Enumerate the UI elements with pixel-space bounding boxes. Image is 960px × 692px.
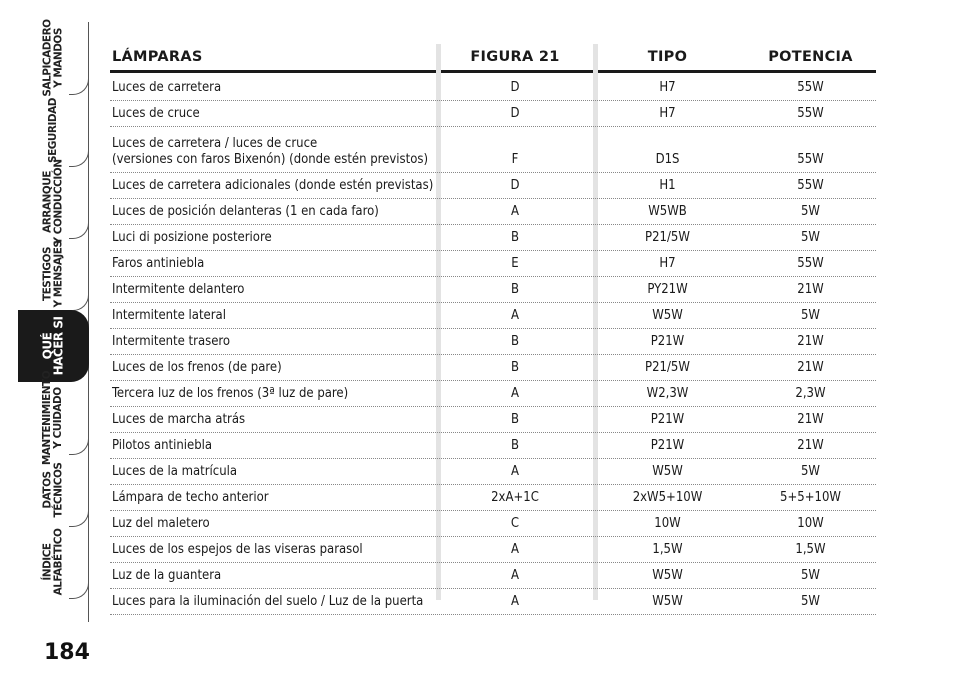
table-row <box>110 511 876 537</box>
type-cell: P21W <box>650 412 685 427</box>
chapter-tab-label: QUÉ HACER SI <box>40 316 66 376</box>
chapter-tab-label: ARRANQUE Y CONDUCCIÓN <box>41 159 65 245</box>
lamp-name: Tercera luz de los frenos (3ª luz de pare) <box>112 386 349 401</box>
type-cell: P21W <box>650 438 685 453</box>
lamp-name: Luces de carretera adicionales (donde estén previstas) <box>112 178 434 193</box>
lamp-name: Pilotos antiniebla <box>112 438 213 453</box>
lamp-cell <box>110 412 440 428</box>
type-cell: W5W <box>652 594 683 609</box>
figure-cell: B <box>510 412 520 427</box>
lamp-cell <box>110 438 440 454</box>
table-row <box>110 589 876 615</box>
power-cell: 10W <box>797 516 824 531</box>
tab-divider <box>69 581 89 599</box>
power-cell: 5W <box>800 568 820 583</box>
type-cell: H1 <box>659 178 676 193</box>
header-type: TIPO <box>647 49 688 65</box>
type-cell: PY21W <box>647 282 688 297</box>
chapter-tab-label: MANTENIMIENTO Y CUIDADO <box>41 370 65 466</box>
lamp-cell <box>110 386 440 402</box>
figure-cell: A <box>511 386 519 401</box>
figure-cell: B <box>510 334 520 349</box>
table-row <box>110 75 876 101</box>
table-row <box>110 537 876 563</box>
table-row <box>110 329 876 355</box>
power-cell: 2,3W <box>795 386 826 401</box>
lamp-name: Luces de los frenos (de pare) <box>112 360 282 375</box>
power-cell: 1,5W <box>795 542 826 557</box>
power-cell: 21W <box>797 282 824 297</box>
figure-cell: B <box>510 360 520 375</box>
lamp-cell <box>110 594 440 610</box>
lamp-cell <box>110 256 440 272</box>
table-row <box>110 225 876 251</box>
type-cell: P21/5W <box>645 360 690 375</box>
lamp-name: (versiones con faros Bixenón) (donde estén previstos) <box>112 152 429 167</box>
table-row <box>110 127 876 173</box>
chapter-tab-label: ÍNDICE ALFABÉTICO <box>41 528 65 596</box>
header-lamp: LÁMPARAS <box>112 49 203 65</box>
type-cell: W5W <box>652 308 683 323</box>
figure-cell: B <box>510 282 520 297</box>
lamp-cell <box>110 360 440 376</box>
lamp-cell <box>110 80 440 96</box>
tab-divider <box>69 77 89 95</box>
lamp-name: Lámpara de techo anterior <box>112 490 269 505</box>
lamp-name: Intermitente trasero <box>112 334 231 349</box>
lamp-name: Luces de marcha atrás <box>112 412 246 427</box>
type-cell: H7 <box>659 80 676 95</box>
power-cell: 21W <box>797 334 824 349</box>
lamp-cell <box>110 490 440 506</box>
power-cell: 5W <box>800 594 820 609</box>
figure-cell: A <box>511 568 519 583</box>
lamp-cell <box>110 204 440 220</box>
lamp-name: Luces de posición delanteras (1 en cada faro) <box>112 204 379 219</box>
lamp-name: Luces de los espejos de las viseras parasol <box>112 542 363 557</box>
figure-cell: B <box>510 438 520 453</box>
lamp-name: Luces de carretera <box>112 80 222 95</box>
power-cell: 5W <box>800 464 820 479</box>
header-figure: FIGURA 21 <box>470 49 560 65</box>
lamp-name: Luci di posizione posteriore <box>112 230 272 245</box>
type-cell: P21/5W <box>645 230 690 245</box>
tab-divider <box>69 149 89 167</box>
chapter-tab-label: TESTIGOS Y MENSAJES <box>41 240 65 308</box>
table-row <box>110 433 876 459</box>
power-cell: 55W <box>797 256 824 271</box>
type-cell: 2xW5+10W <box>632 490 703 505</box>
table-body <box>110 75 876 615</box>
table-row <box>110 251 876 277</box>
lamp-cell <box>110 568 440 584</box>
chapter-tab[interactable] <box>18 526 89 598</box>
power-cell: 55W <box>797 80 824 95</box>
type-cell: 10W <box>654 516 681 531</box>
type-cell: W5W <box>652 464 683 479</box>
figure-cell: C <box>510 516 520 531</box>
table-row <box>110 407 876 433</box>
lamp-cell <box>110 516 440 532</box>
chapter-tab[interactable] <box>18 370 89 466</box>
lamp-cell <box>110 106 440 122</box>
type-cell: W5WB <box>648 204 687 219</box>
chapter-tab[interactable] <box>18 94 89 166</box>
figure-cell: A <box>511 204 519 219</box>
table-row <box>110 173 876 199</box>
type-cell: H7 <box>659 256 676 271</box>
lamp-table <box>110 44 876 615</box>
tab-divider <box>69 221 89 239</box>
figure-cell: A <box>511 464 519 479</box>
type-cell: H7 <box>659 106 676 121</box>
figure-cell: D <box>510 80 520 95</box>
lamp-cell <box>110 334 440 350</box>
table-row <box>110 459 876 485</box>
figure-cell: E <box>511 256 519 271</box>
type-cell: W2,3W <box>646 386 689 401</box>
lamp-name: Luz del maletero <box>112 516 210 531</box>
lamp-cell <box>110 464 440 480</box>
power-cell: 5W <box>800 230 820 245</box>
figure-cell: A <box>511 542 519 557</box>
lamp-cell <box>110 308 440 324</box>
power-cell: 5W <box>800 308 820 323</box>
chapter-tab[interactable] <box>18 454 89 526</box>
tab-divider <box>69 293 89 311</box>
power-cell: 55W <box>797 178 824 193</box>
table-row <box>110 355 876 381</box>
lamp-name: Luces para la iluminación del suelo / Luz de la puerta <box>112 594 424 609</box>
figure-cell: D <box>510 106 520 121</box>
lamp-name: Luces de carretera / luces de cruce <box>112 136 318 151</box>
power-cell: 21W <box>797 438 824 453</box>
figure-cell: D <box>510 178 520 193</box>
tab-divider <box>69 437 89 455</box>
lamp-name: Intermitente delantero <box>112 282 245 297</box>
table-row <box>110 303 876 329</box>
lamp-name: Luz de la guantera <box>112 568 222 583</box>
power-cell: 5W <box>800 204 820 219</box>
lamp-name: Faros antiniebla <box>112 256 205 271</box>
figure-cell: F <box>511 152 519 167</box>
type-cell: 1,5W <box>652 542 683 557</box>
power-cell: 55W <box>797 106 824 121</box>
figure-cell: 2xA+1C <box>491 490 539 505</box>
type-cell: W5W <box>652 568 683 583</box>
chapter-sidebar <box>18 19 90 665</box>
lamp-cell <box>110 542 440 558</box>
chapter-tab[interactable] <box>18 159 89 245</box>
figure-cell: B <box>510 230 520 245</box>
chapter-tab-label: SALPICADERO Y MANDOS <box>41 19 65 97</box>
chapter-tab-label: DATOS TÉCNICOS <box>41 462 65 518</box>
power-cell: 21W <box>797 412 824 427</box>
power-cell: 21W <box>797 360 824 375</box>
table-row <box>110 101 876 127</box>
type-cell: D1S <box>655 152 680 167</box>
table-row <box>110 381 876 407</box>
lamp-name: Luces de cruce <box>112 106 200 121</box>
table-header <box>110 44 876 70</box>
table-row <box>110 485 876 511</box>
tab-divider <box>69 509 89 527</box>
chapter-tab[interactable] <box>18 19 89 97</box>
lamp-cell <box>110 230 440 246</box>
power-cell: 55W <box>797 152 824 167</box>
lamp-name: Intermitente lateral <box>112 308 226 323</box>
chapter-tab[interactable] <box>18 238 89 310</box>
chapter-tab-label: SEGURIDAD <box>47 97 59 163</box>
header-rule <box>110 70 876 73</box>
lamp-cell <box>110 136 440 168</box>
lamp-cell <box>110 178 440 194</box>
type-cell: P21W <box>650 334 685 349</box>
power-cell: 5+5+10W <box>780 490 841 505</box>
lamp-cell <box>110 282 440 298</box>
page-number: 184 <box>44 640 90 665</box>
figure-cell: A <box>511 308 519 323</box>
header-power: POTENCIA <box>768 49 853 65</box>
table-row <box>110 199 876 225</box>
table-row <box>110 277 876 303</box>
lamp-name: Luces de la matrícula <box>112 464 238 479</box>
table-row <box>110 563 876 589</box>
figure-cell: A <box>511 594 519 609</box>
